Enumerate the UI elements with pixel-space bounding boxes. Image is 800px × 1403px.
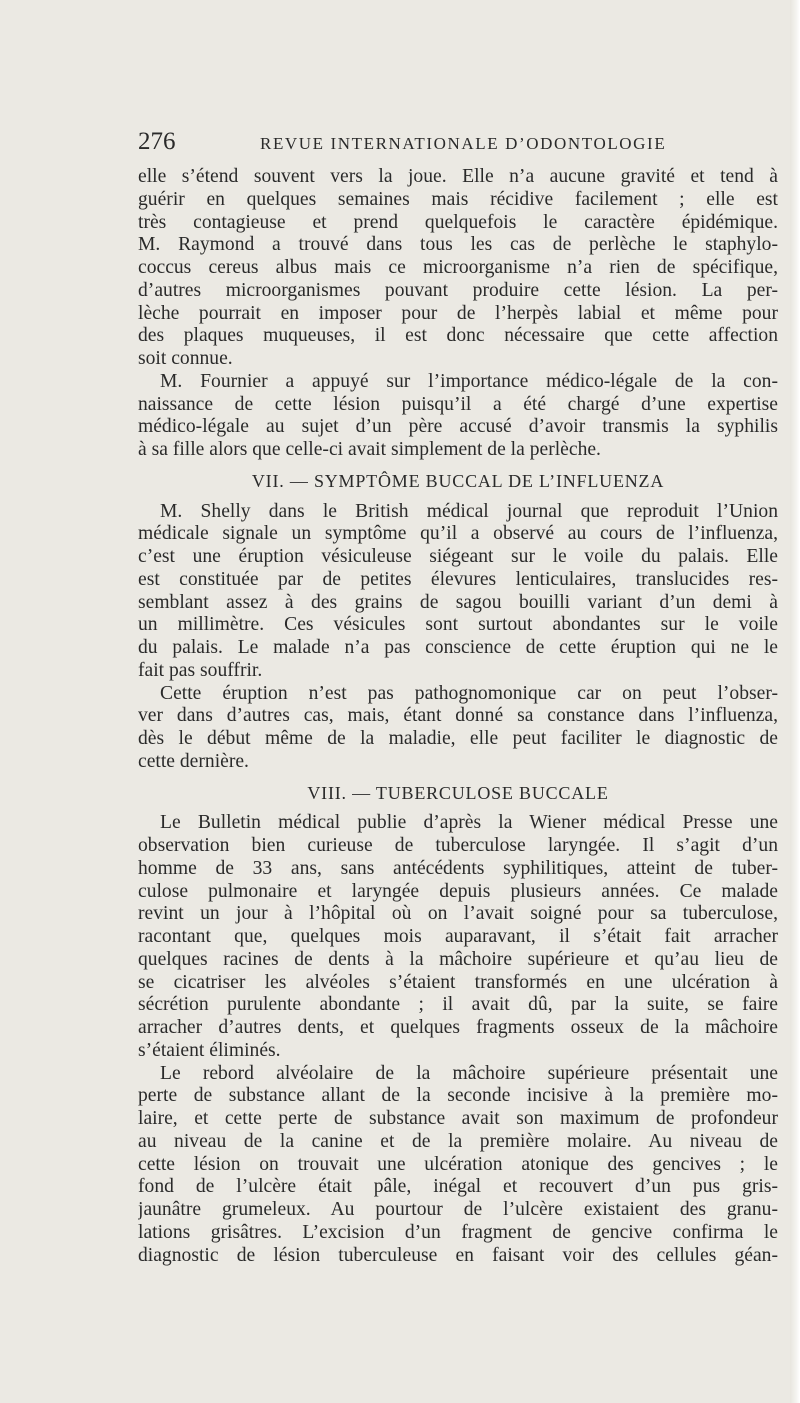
text-line: laire, et cette perte de substance avait son maximum de profondeur [138, 1108, 778, 1129]
text-line: M. Raymond a trouvé dans tous les cas de perlèche le staphylo- [138, 234, 778, 256]
text-line: cette dernière. [138, 750, 249, 772]
text-line: coccus cereus albus mais ce microorganisme n’a rien de spécifique, [138, 257, 778, 278]
text-line: guérir en quelques semaines mais récidive facilement ; elle est [138, 188, 778, 210]
text-line: très contagieuse et prend quelquefois le caractère épidémique. [138, 211, 778, 233]
text-line: se cicatriser les alvéoles s’étaient transformés en une ulcération à [138, 971, 778, 993]
text-line: diagnostic de lésion tuberculeuse en faisant voir des cellules géan- [138, 1244, 778, 1266]
text-line: c’est une éruption vésiculeuse siégeant sur le voile du palais. Elle [138, 546, 778, 567]
text-line: semblant assez à des grains de sagou bouilli variant d’un demi à [138, 591, 778, 613]
text-line: naissance de cette lésion puisqu’il a été chargé d’une expertise [138, 393, 778, 415]
text-line: cette lésion on trouvait une ulcération atonique des gencives ; le [138, 1153, 778, 1175]
text-line: fait pas souffrir. [138, 659, 263, 681]
text-line: jaunâtre grumeleux. Au pourtour de l’ulcère existaient des granu- [138, 1199, 778, 1220]
text-line: culose pulmonaire et laryngée depuis plusieurs années. Ce malade [138, 880, 778, 902]
body-text [138, 166, 778, 1267]
paragraph-rebord [138, 1063, 778, 1268]
text-line: homme de 33 ans, sans antécédents syphilitiques, atteint de tuber- [138, 857, 778, 879]
text-line: dès le début même de la maladie, elle peut faciliter le diagnostic de [138, 728, 778, 749]
text-line: à sa fille alors que celle-ci avait simplement de la perlèche. [138, 439, 601, 460]
page-edge [790, 0, 800, 1403]
text-line: s’étaient éliminés. [138, 1039, 281, 1061]
text-line: Cette éruption n’est pas pathognomonique car on peut l’obser- [160, 682, 778, 704]
paragraph-shelly [138, 501, 778, 683]
text-line: lations grisâtres. L’excision d’un fragment de gencive confirma le [138, 1221, 778, 1243]
text-line: ver dans d’autres cas, mais, étant donné sa constance dans l’influenza, [138, 705, 778, 727]
text-line: racontant que, quelques mois auparavant, il s’était fait arracher [138, 926, 778, 947]
text-line: un millimètre. Ces vésicules sont surtout abondantes sur le voile [138, 614, 778, 636]
text-line: soit connue. [138, 348, 233, 369]
text-line: médico-légale au sujet d’un père accusé d’avoir transmis la syphilis [138, 416, 778, 438]
paragraph-perleche-intro [138, 166, 778, 371]
section-heading-viii: VIII. — TUBERCULOSE BUCCALE [307, 782, 609, 803]
text-line: d’autres microorganismes pouvant produire cette lésion. La per- [138, 279, 778, 301]
text-line: sécrétion purulente abondante ; il avait dû, par la suite, se faire [138, 994, 778, 1016]
text-line: Le rebord alvéolaire de la mâchoire supérieure présentait une [160, 1062, 778, 1084]
text-line: Le Bulletin médical publie d’après la Wiener médical Presse une [160, 812, 778, 834]
text-line: revint un jour à l’hôpital où on l’avait soigné pour sa tuberculose, [138, 903, 778, 925]
running-title: REVUE INTERNATIONALE D’ODONTOLOGIE [260, 134, 667, 153]
text-line: des plaques muqueuses, il est donc nécessaire que cette affection [138, 325, 778, 347]
page-header [138, 128, 782, 158]
paragraph-eruption [138, 683, 778, 774]
text-line: arracher d’autres dents, et quelques fragments osseux de la mâchoire [138, 1017, 778, 1038]
text-line: elle s’étend souvent vers la joue. Elle n’a aucune gravité et tend à [138, 166, 778, 187]
text-line: M. Fournier a appuyé sur l’importance médico-légale de la con- [160, 370, 778, 392]
paragraph-bulletin [138, 812, 778, 1062]
paragraph-fournier [138, 371, 778, 462]
text-line: au niveau de la canine et de la première molaire. Au niveau de [138, 1130, 778, 1152]
text-line: M. Shelly dans le British médical journal que reproduit l’Union [160, 500, 778, 522]
text-line: du palais. Le malade n’a pas conscience de cette éruption qui ne le [138, 637, 778, 658]
section-heading-vii: VII. — SYMPTÔME BUCCAL DE L’INFLUENZA [251, 470, 665, 491]
page-number: 276 [138, 128, 176, 155]
text-line: fond de l’ulcère était pâle, inégal et recouvert d’un pus gris- [138, 1176, 778, 1198]
text-line: observation bien curieuse de tuberculose laryngée. Il s’agit d’un [138, 835, 778, 856]
text-line: lèche pourrait en imposer pour de l’herpès labial et même pour [138, 302, 778, 324]
text-line: médicale signale un symptôme qu’il a observé au cours de l’influenza, [138, 523, 778, 545]
text-line: est constituée par de petites élevures lenticulaires, translucides res- [138, 568, 778, 590]
text-line: quelques racines de dents à la mâchoire supérieure et qu’au lieu de [138, 948, 778, 970]
text-line: perte de substance allant de la seconde incisive à la première mo- [138, 1085, 778, 1107]
